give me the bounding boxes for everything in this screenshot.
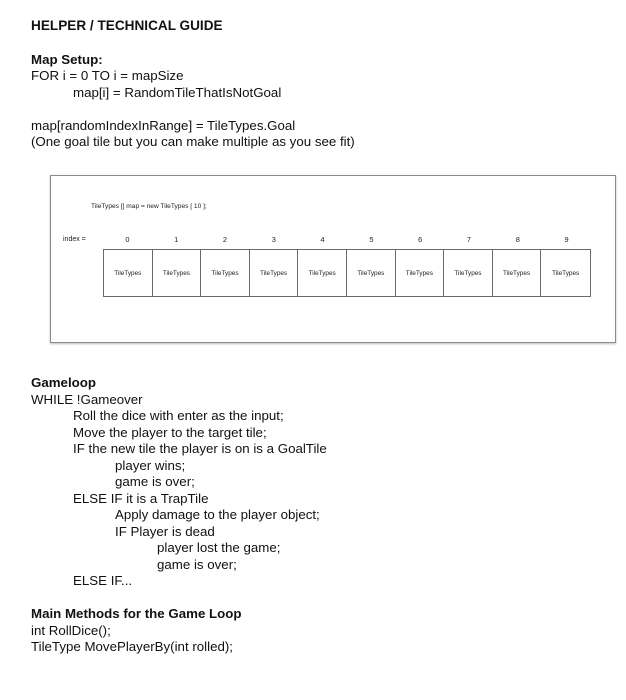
page-title: HELPER / TECHNICAL GUIDE — [31, 18, 223, 33]
index-number: 3 — [271, 235, 276, 244]
game-over-line: game is over; — [157, 556, 237, 572]
apply-damage-line: Apply damage to the player object; — [115, 507, 320, 522]
array-cell: TileTypes — [298, 250, 347, 296]
index-number: 1 — [174, 235, 179, 244]
for-loop-line: FOR i = 0 TO i = mapSize — [31, 68, 184, 83]
index-row — [103, 235, 591, 245]
array-cell: TileTypes — [552, 269, 580, 277]
goal-assign-line: map[randomIndexInRange] = TileTypes.Goal — [31, 117, 296, 133]
array-cell: TileTypes — [493, 250, 542, 296]
player-lost-line: player lost the game; — [157, 540, 281, 555]
method-line: TileType MovePlayerBy(int rolled); — [31, 639, 233, 654]
if-goal-line: IF the new tile the player is on is a GoalTile — [73, 441, 327, 456]
map-setup-heading: Map Setup: — [31, 51, 103, 67]
else-trap-line: ELSE IF it is a TrapTile — [73, 490, 209, 506]
array-cell: TileTypes — [201, 250, 250, 296]
index-number: 2 — [222, 235, 228, 244]
index-number: 4 — [320, 235, 325, 244]
game-over-line: game is over; — [115, 474, 195, 489]
index-number: 5 — [369, 235, 374, 244]
array-cell: TileTypes — [347, 250, 396, 296]
if-dead-line: IF Player is dead — [115, 523, 215, 539]
else-if-line: ELSE IF... — [73, 573, 133, 588]
roll-line: Roll the dice with enter as the input; — [73, 408, 284, 423]
index-number: 7 — [466, 235, 472, 244]
index-number: 8 — [515, 235, 520, 244]
method-line: int RollDice(); — [31, 622, 111, 638]
main-methods-heading: Main Methods for the Game Loop — [31, 606, 242, 621]
gameloop-heading: Gameloop — [31, 375, 97, 390]
gameloop-section — [31, 375, 611, 656]
array-cell: TileTypes — [104, 250, 153, 296]
array-cell: TileTypes — [396, 250, 445, 296]
index-number: 6 — [418, 235, 423, 244]
index-label: index = — [63, 236, 86, 243]
array-diagram — [50, 175, 616, 343]
goal-note: (One goal tile but you can make multiple as you see fit) — [31, 134, 355, 149]
move-line: Move the player to the target tile; — [73, 424, 267, 440]
array-cells — [103, 249, 591, 297]
array-declaration: TileTypes [] map = new TileTypes [ 10 ]; — [91, 203, 207, 210]
player-wins-line: player wins; — [115, 457, 186, 473]
array-cell: TileTypes — [250, 250, 299, 296]
array-cell: TileTypes — [153, 250, 202, 296]
array-cell: TileTypes — [444, 250, 493, 296]
guide-document — [31, 18, 611, 151]
index-number: 9 — [564, 235, 569, 244]
map-assign-line: map[i] = RandomTileThatIsNotGoal — [73, 84, 282, 100]
index-number: 0 — [125, 235, 130, 244]
while-line: WHILE !Gameover — [31, 391, 143, 407]
